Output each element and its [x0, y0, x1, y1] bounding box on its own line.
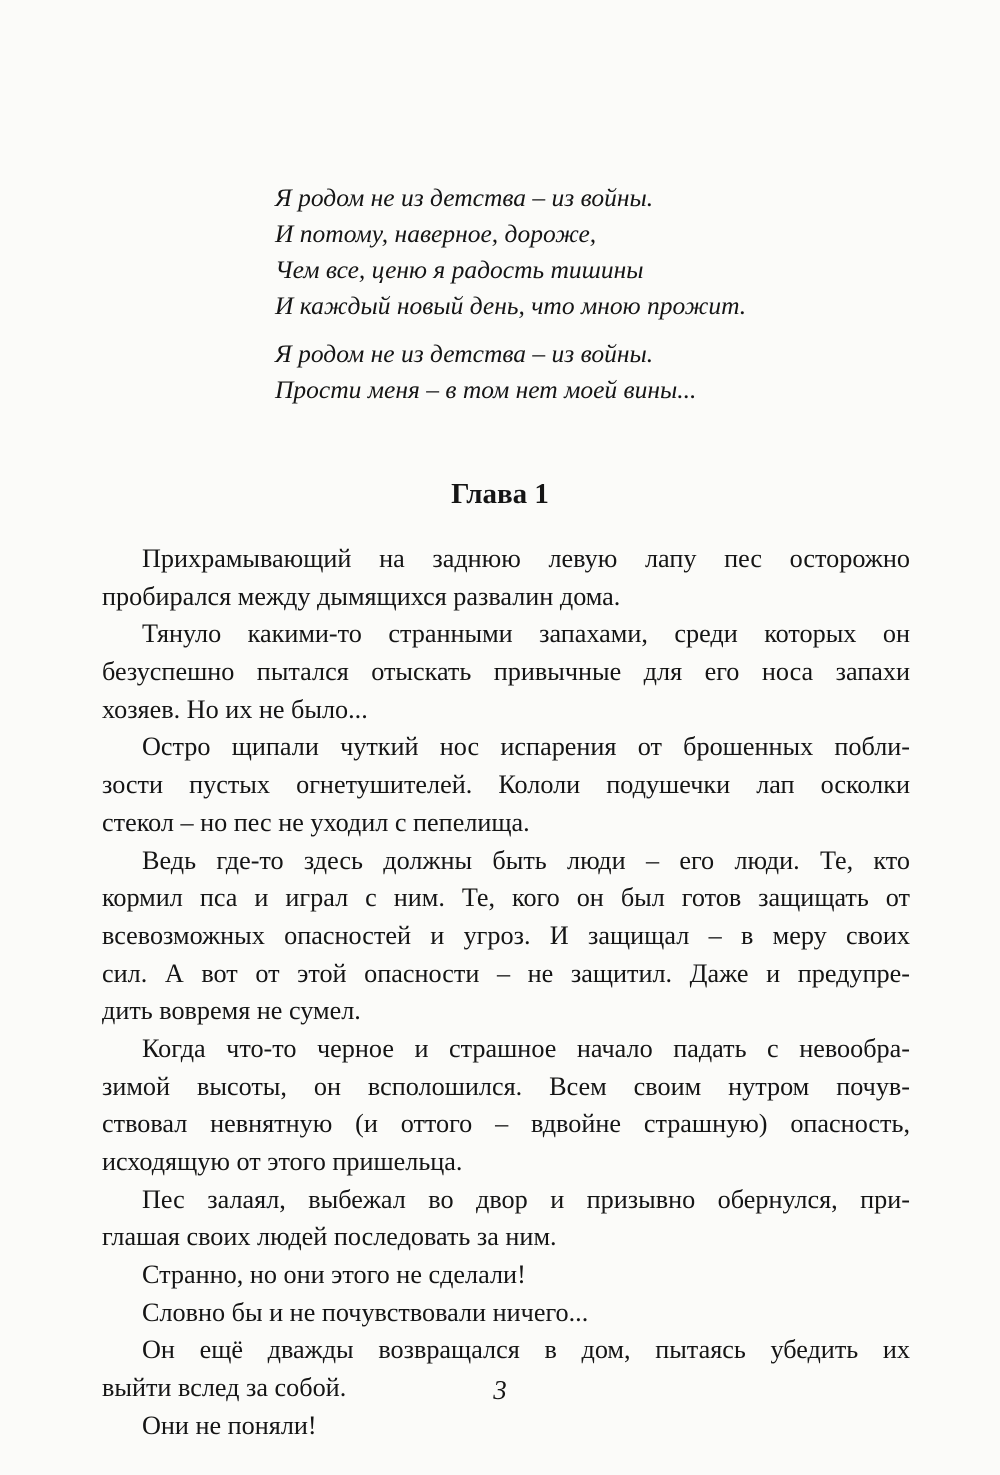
epigraph — [275, 180, 875, 408]
paragraph — [102, 1030, 910, 1181]
epigraph-stanza — [275, 336, 875, 408]
text-line: Остро щипали чуткий нос испарения от брошенных побли- — [142, 732, 910, 762]
text-line: исходящую от этого пришельца. — [102, 1147, 463, 1176]
verse-line: Прости меня – в том нет моей вины... — [275, 375, 697, 404]
text-line: всевозможных опасностей и угроз. И защищал – в меру своих — [102, 920, 910, 950]
paragraph — [102, 1294, 910, 1332]
text-line: Ведь где-то здесь должны быть люди – его люди. Те, кто — [142, 845, 910, 875]
text-line: Они не поняли! — [142, 1410, 317, 1440]
text-line: хозяев. Но их не было... — [102, 694, 368, 724]
text-line: сил. А вот от этой опасности – не защитил. Даже и предупре- — [102, 958, 910, 988]
paragraph — [102, 1256, 910, 1294]
verse-line: Чем все, ценю я радость тишины — [275, 255, 644, 284]
paragraph — [102, 1181, 910, 1256]
paragraph — [102, 728, 910, 841]
verse-line: И потому, наверное, дороже, — [275, 219, 597, 248]
paragraph — [102, 1407, 910, 1445]
text-line: Прихрамывающий на заднюю левую лапу пес осторожно — [142, 544, 910, 573]
chapter-title: Глава 1 — [451, 478, 549, 510]
chapter-body — [102, 540, 910, 1445]
text-line: глашая своих людей последовать за ним. — [102, 1222, 557, 1252]
text-line: безуспешно пытался отыскать привычные для его носа запахи — [102, 657, 910, 687]
text-line: Словно бы и не почувствовали ничего... — [142, 1297, 589, 1327]
text-line: зости пустых огнетушителей. Кололи подушечки лап осколки — [102, 770, 910, 800]
text-line: Он ещё дважды возвращался в дом, пытаясь убедить их — [142, 1335, 910, 1365]
verse-line: И каждый новый день, что мною прожит. — [275, 291, 747, 320]
epigraph-stanza — [275, 180, 875, 324]
text-line: Странно, но они этого не сделали! — [142, 1260, 526, 1290]
text-line: Тянуло какими-то странными запахами, среди которых он — [142, 619, 910, 649]
text-line: стекол – но пес не уходил с пепелища. — [102, 807, 530, 837]
text-line: кормил пса и играл с ним. Те, кого он был готов защищать от — [102, 883, 910, 913]
text-line: Когда что-то черное и страшное начало падать с невообра- — [142, 1033, 910, 1063]
text-line: зимой высоты, он всполошился. Всем своим нутром почув- — [102, 1071, 910, 1101]
text-line: дить вовремя не сумел. — [102, 996, 361, 1026]
verse-line: Я родом не из детства – из войны. — [275, 183, 654, 212]
text-line: ствовал невнятную (и оттого – вдвойне страшную) опасность, — [102, 1109, 910, 1139]
paragraph — [102, 842, 910, 1030]
verse-line: Я родом не из детства – из войны. — [275, 339, 654, 368]
paragraph — [102, 615, 910, 728]
text-line: пробирался между дымящихся развалин дома. — [102, 581, 621, 611]
page-number: 3 — [493, 1375, 507, 1405]
text-line: Пес залаял, выбежал во двор и призывно обернулся, при- — [142, 1184, 910, 1214]
text-line: выйти вслед за собой. — [102, 1373, 347, 1403]
paragraph — [102, 540, 910, 615]
